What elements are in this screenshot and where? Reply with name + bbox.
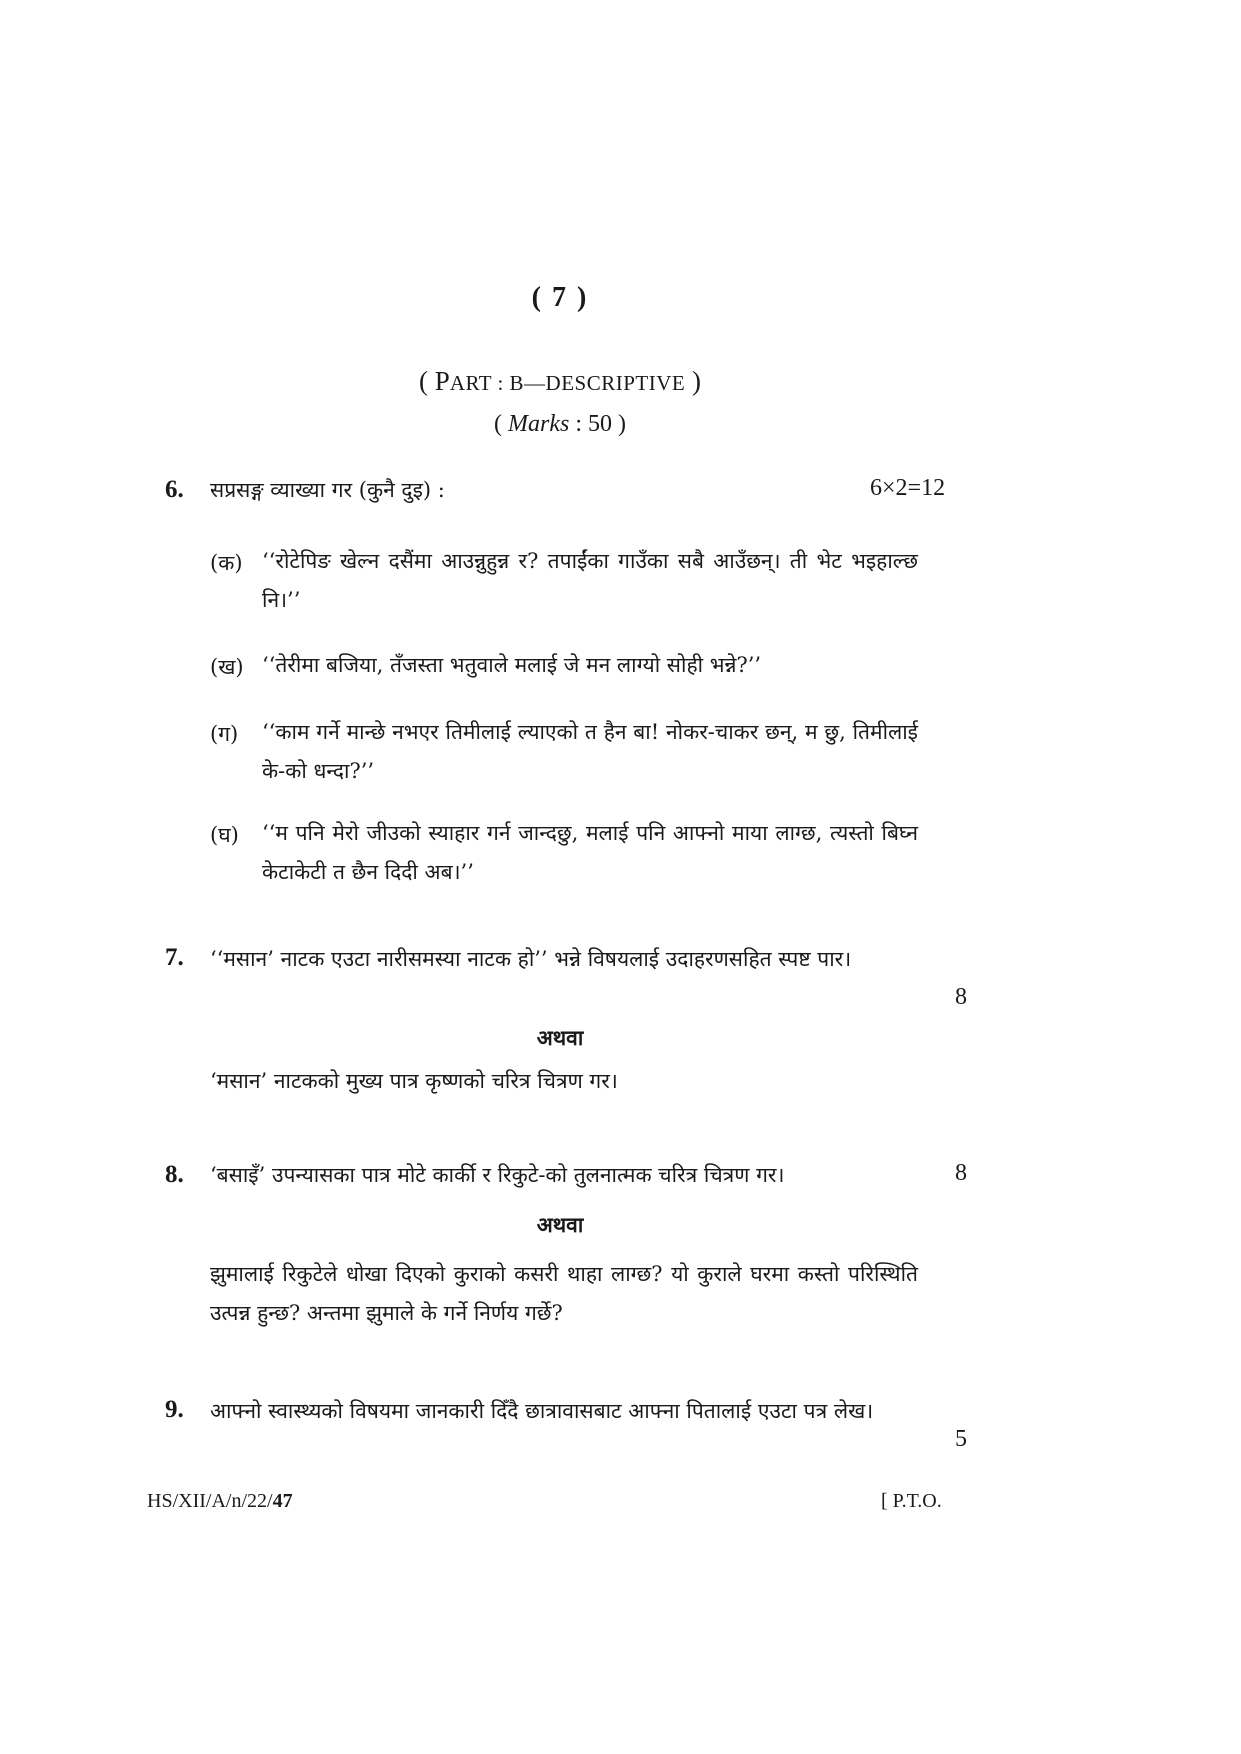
question-8-marks: 8 (955, 1160, 967, 1186)
question-7-number: 7. (165, 944, 184, 971)
question-8-text: ‘बसाइँ’ उपन्यासका पात्र मोटे कार्की र रिकुटे-को तुलनात्मक चरित्र चित्रण गर। (210, 1163, 785, 1187)
paper-code-prefix: HS/XII/A/n/22/ (147, 1490, 273, 1512)
marks-word: Marks (508, 411, 570, 437)
question-7-marks: 8 (955, 984, 967, 1010)
total-marks (0, 411, 1120, 438)
page-number: ( 7 ) (531, 282, 589, 313)
part-close: ) (685, 366, 701, 396)
part-heading (0, 366, 1120, 397)
question-7-or: अथवा (536, 1025, 584, 1050)
question-8-number: 8. (165, 1161, 184, 1188)
paper-code-number: 47 (272, 1490, 293, 1512)
part-open: ( (419, 366, 435, 396)
question-6-text: सप्रसङ्ग व्याख्या गर (कुनै दुइ) : (210, 478, 445, 502)
marks-open: ( (494, 411, 508, 437)
question-9-number: 9. (165, 1396, 184, 1423)
question-6-marks: 6×2=12 (870, 475, 946, 501)
marks-value: : 50 ) (569, 411, 626, 437)
q6-item-ga-text: ‘‘काम गर्ने मान्छे नभएर तिमीलाई ल्याएको त हैन बा! नोकर-चाकर छन्, म छु, तिमीलाई के-को धन्दा?’’ (262, 720, 918, 783)
q6-item-kha-text: ‘‘तेरीमा बजिया, तँजस्ता भतुवाले मलाई जे मन लाग्यो सोही भन्ने?’’ (262, 653, 762, 677)
please-turn-over: [ P.T.O. (881, 1490, 942, 1512)
question-7-alternative: ‘मसान’ नाटकको मुख्य पात्र कृष्णको चरित्र चित्रण गर। (210, 1069, 618, 1093)
q6-item-gha-text: ‘‘म पनि मेरो जीउको स्याहार गर्न जान्दछु, मलाई पनि आफ्नो माया लाग्छ, त्यस्तो बिघ्न केटाकेटी त छैन दिदी अब।’’ (262, 821, 918, 884)
question-9-marks: 5 (955, 1426, 967, 1452)
question-6-number: 6. (165, 476, 184, 503)
q6-item-ka-text: ‘‘रोटेपिङ खेल्न दसैंमा आउन्नुहुन्न र? तपाईंका गाउँका सबै आउँछन्। ती भेट भइहाल्छ नि।’’ (262, 549, 918, 612)
q6-item-ga-label: (ग) (210, 722, 239, 746)
part-title-rest: ART : B—DESCRIPTIVE (449, 371, 686, 395)
question-9-text: आफ्नो स्वास्थ्यको विषयमा जानकारी दिँदै छात्रावासबाट आफ्ना पितालाई एउटा पत्र लेख। (210, 1399, 874, 1423)
q6-item-kha-label: (ख) (210, 655, 244, 679)
q6-item-ka-label: (क) (210, 551, 243, 575)
paper-code (147, 1490, 293, 1513)
question-8-or: अथवा (536, 1212, 584, 1237)
question-8-alternative: झुमालाई रिकुटेले धोखा दिएको कुराको कसरी थाहा लाग्छ? यो कुराले घरमा कस्तो परिस्थिति उत्पन्न हुन्छ? अन्तमा झुमाले के गर्ने निर्णय गर्छे? (210, 1262, 918, 1325)
q6-item-gha-label: (घ) (210, 823, 239, 847)
part-title-first: P (434, 366, 450, 396)
question-7-text: ‘‘मसान’ नाटक एउटा नारीसमस्या नाटक हो’’ भन्ने विषयलाई उदाहरणसहित स्पष्ट पार। (210, 947, 852, 971)
